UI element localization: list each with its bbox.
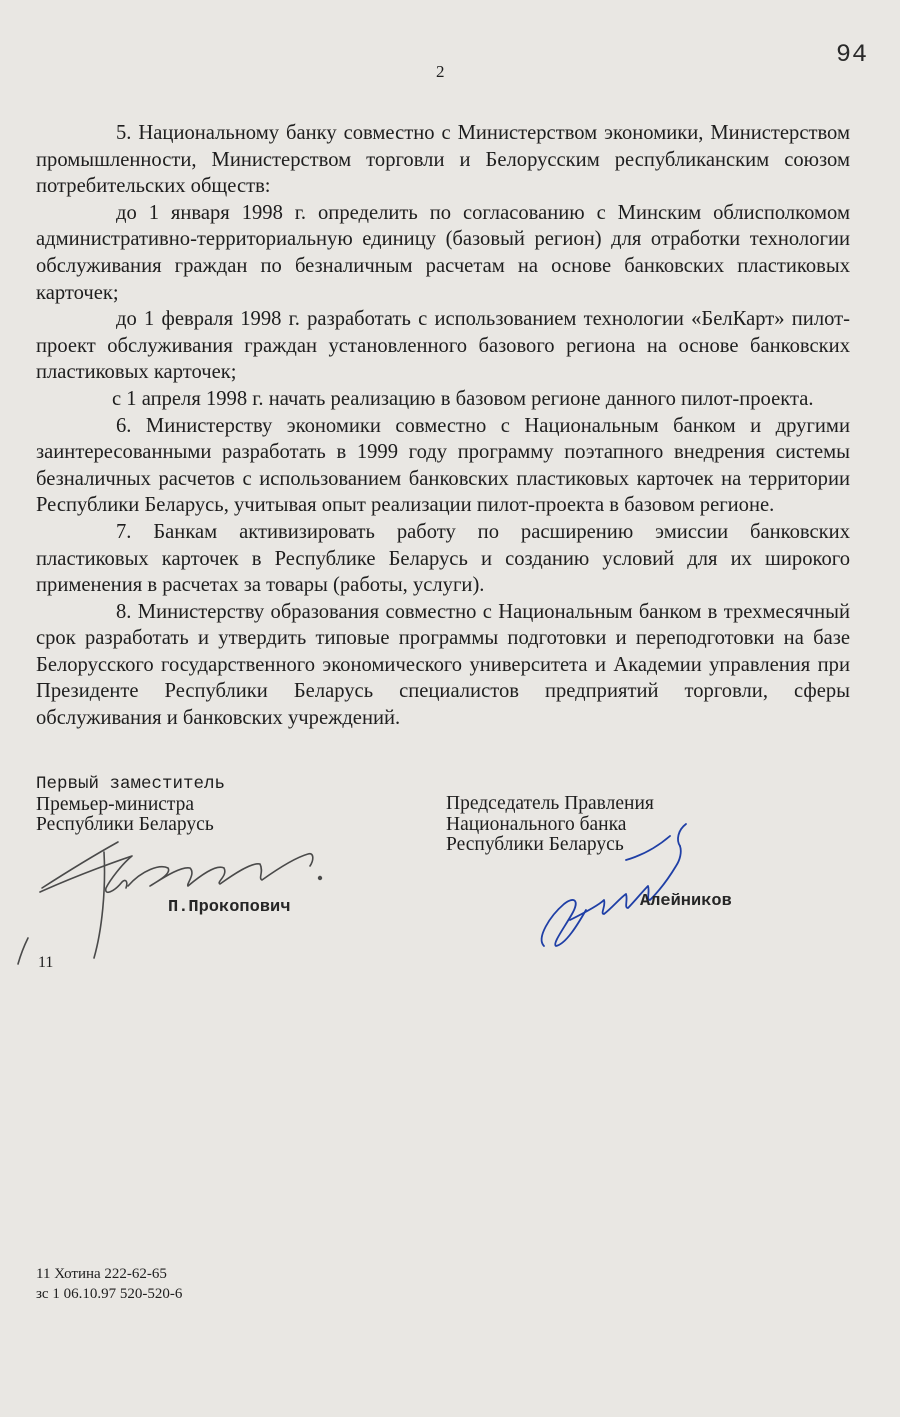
signatory-left-title: [36, 774, 225, 836]
signatory-right-title-line3: Республики Беларусь: [446, 834, 624, 855]
paragraph-5-item-3: с 1 апреля 1998 г. начать реализацию в базовом регионе данного пилот-проекта.: [112, 387, 814, 410]
archive-sheet-number: 94: [836, 40, 869, 69]
footer-executor-line: 11 Хотина 222-62-65: [36, 1266, 167, 1282]
page-number: 2: [436, 62, 445, 81]
signatory-right-title-line2: Национального банка: [446, 813, 627, 835]
executor-footer: [36, 1264, 182, 1304]
paragraph-8: 8. Министерству образования совместно с Национальным банком в трехмесячный срок разработать и утвердить типовые программы подготовки и переподготовки на базе Белорусского государственного экономического университета и Академии управления при Президенте Республики Беларусь специалистов предприятий торговли, сферы обслуживания и банковских учреждений.: [36, 600, 850, 730]
footer-registration-line: зс 1 06.10.97 520-520-6: [36, 1286, 183, 1302]
signatory-left-title-line1: Первый заместитель: [36, 774, 226, 794]
signatory-left-name: П.Прокопович: [168, 898, 291, 917]
document-body: [36, 120, 850, 732]
paragraph-7: 7. Банкам активизировать работу по расширению эмиссии банковских пластиковых карточек в Республике Беларусь и созданию условий для их широкого применения в расчетах за товары (работы, услуги).: [36, 520, 850, 597]
signatory-left-title-line3: Республики Беларусь: [36, 814, 214, 835]
paragraph-5: 5. Национальному банку совместно с Министерством экономики, Министерством промышленности, Министерством торговли и Белорусским республиканским союзом потребительских обществ:: [36, 122, 850, 198]
paragraph-6: 6. Министерству экономики совместно с Национальным банком и другими заинтересованными разработать в 1999 году программу поэтапного внедрения системы безналичных расчетов с использованием банковских пластиковых карточек на территории Республики Беларусь, учитывая опыт реализации пилот-проекта в базовом регионе.: [36, 414, 850, 517]
signature-right-handwritten: [530, 820, 700, 960]
signatory-right-title-line1: Председатель Правления: [446, 793, 654, 814]
copies-count: 11: [38, 954, 54, 971]
paragraph-5-item-2: до 1 февраля 1998 г. разработать с использованием технологии «БелКарт» пилот-проект обслуживания граждан установленного базового региона на основе банковских пластиковых карточек;: [36, 308, 850, 384]
paragraph-5-item-1: до 1 января 1998 г. определить по согласованию с Минским облисполкомом административно-территориальную единицу (базовый регион) для отработки технологии обслуживания граждан по безналичным расчетам на основе банковских пластиковых карточек;: [36, 201, 850, 304]
signatory-right-name: Алейников: [640, 892, 732, 911]
signatory-left-title-line2: Премьер-министра: [36, 793, 195, 815]
